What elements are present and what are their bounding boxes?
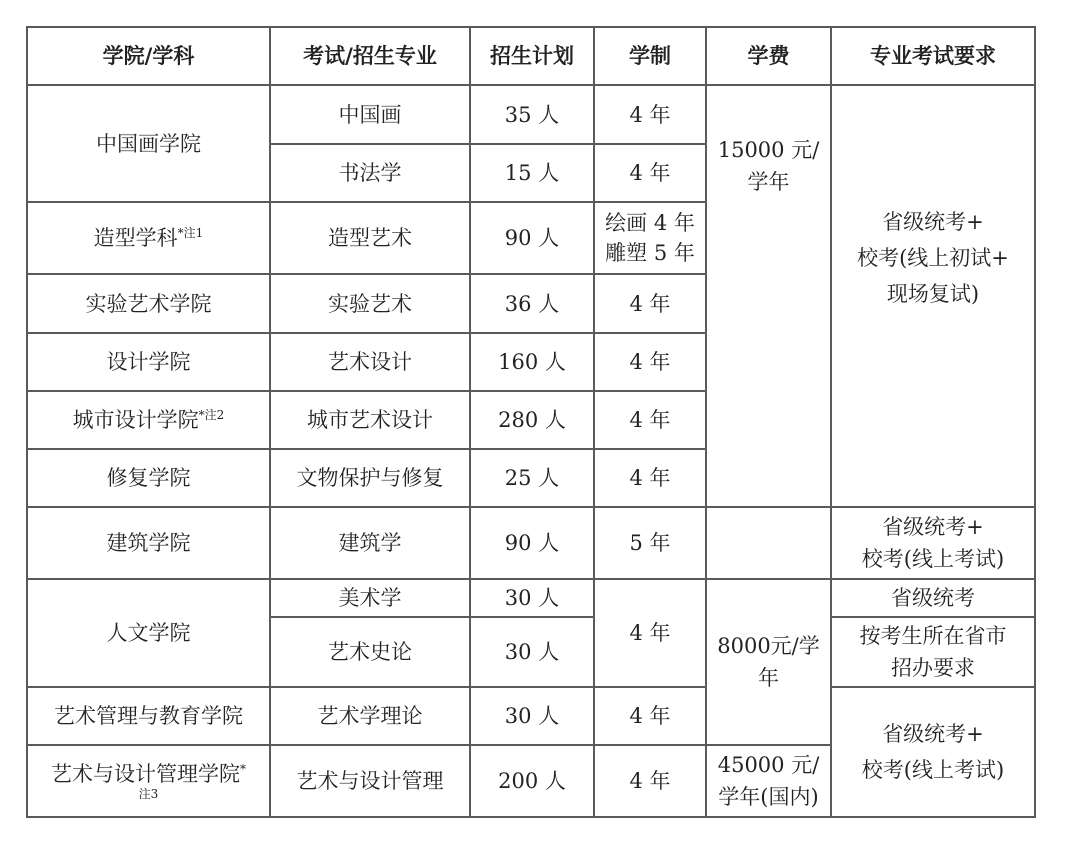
college-name: 艺术与设计管理学院 [51, 762, 240, 786]
plan-cell: 280 人 [470, 391, 594, 449]
requirement-cell [831, 507, 1035, 579]
table-row [27, 507, 1035, 579]
major-cell: 艺术设计 [270, 333, 470, 391]
duration-cell: 4 年 [594, 391, 706, 449]
college-name: 中国画学院 [96, 131, 201, 156]
requirement-cell [831, 85, 1035, 507]
table-row [27, 85, 1035, 144]
requirement-line: 现场复试) [886, 282, 980, 306]
college-cell [27, 202, 270, 274]
duration-line: 绘画 4 年 [605, 211, 695, 235]
plan-cell: 30 人 [470, 579, 594, 617]
major-cell: 中国画 [270, 85, 470, 144]
duration-cell: 4 年 [594, 687, 706, 745]
header-fee: 学费 [706, 27, 831, 85]
major-cell: 城市艺术设计 [270, 391, 470, 449]
major-cell: 美术学 [270, 579, 470, 617]
table-row [27, 687, 1035, 745]
major-cell: 实验艺术 [270, 274, 470, 333]
college-name: 造型学科 [93, 226, 178, 250]
requirement-cell [831, 617, 1035, 687]
plan-cell: 30 人 [470, 617, 594, 687]
major-cell: 艺术史论 [270, 617, 470, 687]
header-duration: 学制 [594, 27, 706, 85]
college-cell: 艺术管理与教育学院 [27, 687, 270, 745]
requirement-line: 招办要求 [891, 656, 975, 680]
plan-cell: 30 人 [470, 687, 594, 745]
plan-cell: 160 人 [470, 333, 594, 391]
major-cell: 书法学 [270, 144, 470, 202]
major-cell: 建筑学 [270, 507, 470, 579]
requirement-line: 按考生所在省市 [859, 624, 1007, 648]
plan-cell: 25 人 [470, 449, 594, 507]
college-name: 城市设计学院 [72, 408, 199, 432]
plan-cell: 35 人 [470, 85, 594, 144]
plan-cell: 200 人 [470, 745, 594, 817]
plan-cell: 36 人 [470, 274, 594, 333]
major-cell: 造型艺术 [270, 202, 470, 274]
duration-cell [594, 202, 706, 274]
header-requirement: 专业考试要求 [831, 27, 1035, 85]
requirement-line: 省级统考+ [882, 210, 984, 234]
duration-cell: 4 年 [594, 274, 706, 333]
footnote-mark: *注2 [198, 408, 225, 422]
fee-line: 45000 元/ [717, 753, 820, 777]
requirement-line: 校考(线上考试) [861, 758, 1005, 782]
requirement-cell: 省级统考 [831, 579, 1035, 617]
college-cell: 修复学院 [27, 449, 270, 507]
header-major: 考试/招生专业 [270, 27, 470, 85]
college-cell: 设计学院 [27, 333, 270, 391]
college-cell: 实验艺术学院 [27, 274, 270, 333]
duration-cell: 4 年 [594, 144, 706, 202]
major-cell: 文物保护与修复 [270, 449, 470, 507]
duration-cell: 4 年 [594, 333, 706, 391]
college-cell: 人文学院 [27, 579, 270, 687]
footnote-mark: 注3 [138, 787, 159, 801]
requirement-cell [831, 687, 1035, 817]
duration-cell: 4 年 [594, 449, 706, 507]
plan-cell: 90 人 [470, 507, 594, 579]
college-cell [27, 391, 270, 449]
duration-cell: 4 年 [594, 745, 706, 817]
fee-cell [706, 745, 831, 817]
major-cell: 艺术与设计管理 [270, 745, 470, 817]
requirement-line: 校考(线上考试) [861, 547, 1005, 571]
requirement-line: 校考(线上初试+ [857, 246, 1009, 270]
fee-line: 8000元/学 [717, 634, 820, 658]
header-plan: 招生计划 [470, 27, 594, 85]
plan-cell: 15 人 [470, 144, 594, 202]
table-row [27, 579, 1035, 617]
college-cell [27, 745, 270, 817]
duration-line: 雕塑 5 年 [605, 241, 695, 265]
footnote-mark: * [240, 762, 246, 776]
college-cell: 建筑学院 [27, 507, 270, 579]
duration-cell: 4 年 [594, 85, 706, 144]
admissions-table [26, 26, 1036, 818]
requirement-line: 省级统考+ [882, 515, 984, 539]
table-header-row [27, 27, 1035, 85]
fee-line: 学年(国内) [718, 785, 819, 809]
college-cell [27, 85, 270, 202]
plan-cell: 90 人 [470, 202, 594, 274]
major-cell: 艺术学理论 [270, 687, 470, 745]
fee-cell-empty [706, 507, 831, 579]
fee-line: 15000 元/ [717, 138, 820, 162]
fee-line: 年 [758, 666, 779, 690]
duration-cell: 4 年 [594, 579, 706, 687]
requirement-line: 省级统考+ [882, 722, 984, 746]
header-college: 学院/学科 [27, 27, 270, 85]
footnote-mark: *注1 [177, 226, 204, 240]
duration-cell: 5 年 [594, 507, 706, 579]
fee-cell [706, 579, 831, 745]
fee-line: 学年 [747, 170, 790, 194]
fee-cell [706, 85, 831, 507]
